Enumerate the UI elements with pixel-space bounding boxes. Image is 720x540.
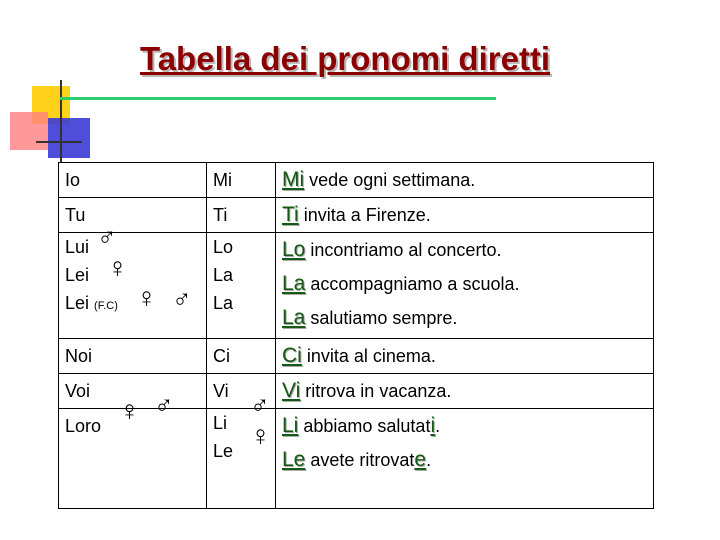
page-title: Tabella dei pronomi diretti	[140, 40, 551, 77]
pronoun-highlight: Li	[282, 414, 299, 437]
pronoun-highlight: La	[282, 306, 306, 329]
subject-cell: Tu	[59, 198, 207, 233]
table-row	[59, 374, 654, 409]
table-row	[59, 409, 654, 509]
example-cell: Lo incontriamo al concerto. La accompagniamo a scuola. La salutiamo sempre.	[276, 233, 654, 339]
pronoun-cell: Ci	[207, 339, 276, 374]
table-row	[59, 339, 654, 374]
example-cell: Mi vede ogni settimana.	[276, 163, 654, 198]
deco-green-line	[60, 97, 496, 100]
female-symbol-icon: ♀	[250, 420, 271, 451]
subject-cell: Loro	[59, 409, 207, 509]
example-cell: Li abbiamo salutati. Le avete ritrovate.	[276, 409, 654, 509]
subject-cell: Noi	[59, 339, 207, 374]
pronoun-cell: Ti	[207, 198, 276, 233]
subject-cell: Io	[59, 163, 207, 198]
pronoun-highlight: Lo	[282, 238, 306, 261]
male-symbol-icon: ♂	[250, 390, 270, 420]
female-symbol-icon: ♀	[136, 282, 157, 313]
deco-short-line	[36, 141, 82, 143]
male-symbol-icon: ♂	[97, 222, 117, 252]
pronoun-cell: Li Le	[207, 409, 276, 509]
pronoun-cell: Vi	[207, 374, 276, 409]
male-symbol-icon: ♂	[154, 390, 174, 420]
female-symbol-icon: ♀	[107, 252, 128, 283]
table-row	[59, 163, 654, 198]
pronoun-highlight: Mi	[282, 168, 305, 191]
example-cell: Ti invita a Firenze.	[276, 198, 654, 233]
pronoun-highlight: Le	[282, 448, 306, 471]
ending-highlight: e	[414, 448, 427, 471]
table-row	[59, 198, 654, 233]
example-cell: Ci invita al cinema.	[276, 339, 654, 374]
pronoun-table	[58, 162, 654, 509]
pronoun-cell: Lo La La	[207, 233, 276, 339]
subject-cell: Lui Lei Lei (F.C)	[59, 233, 207, 339]
pronoun-highlight: Vi	[282, 379, 301, 402]
pronoun-highlight: Ci	[282, 344, 302, 367]
male-symbol-icon: ♂	[172, 284, 192, 314]
deco-red-square	[10, 112, 48, 150]
pronoun-highlight: Ti	[282, 203, 299, 226]
ending-highlight: i	[430, 414, 436, 437]
female-symbol-icon: ♀	[119, 395, 140, 426]
deco-vertical-line	[60, 80, 62, 162]
formal-note: (F.C)	[94, 300, 118, 312]
subject-cell: Voi	[59, 374, 207, 409]
pronoun-highlight: La	[282, 272, 306, 295]
example-cell: Vi ritrova in vacanza.	[276, 374, 654, 409]
pronoun-cell: Mi	[207, 163, 276, 198]
deco-blue-square	[48, 118, 90, 158]
